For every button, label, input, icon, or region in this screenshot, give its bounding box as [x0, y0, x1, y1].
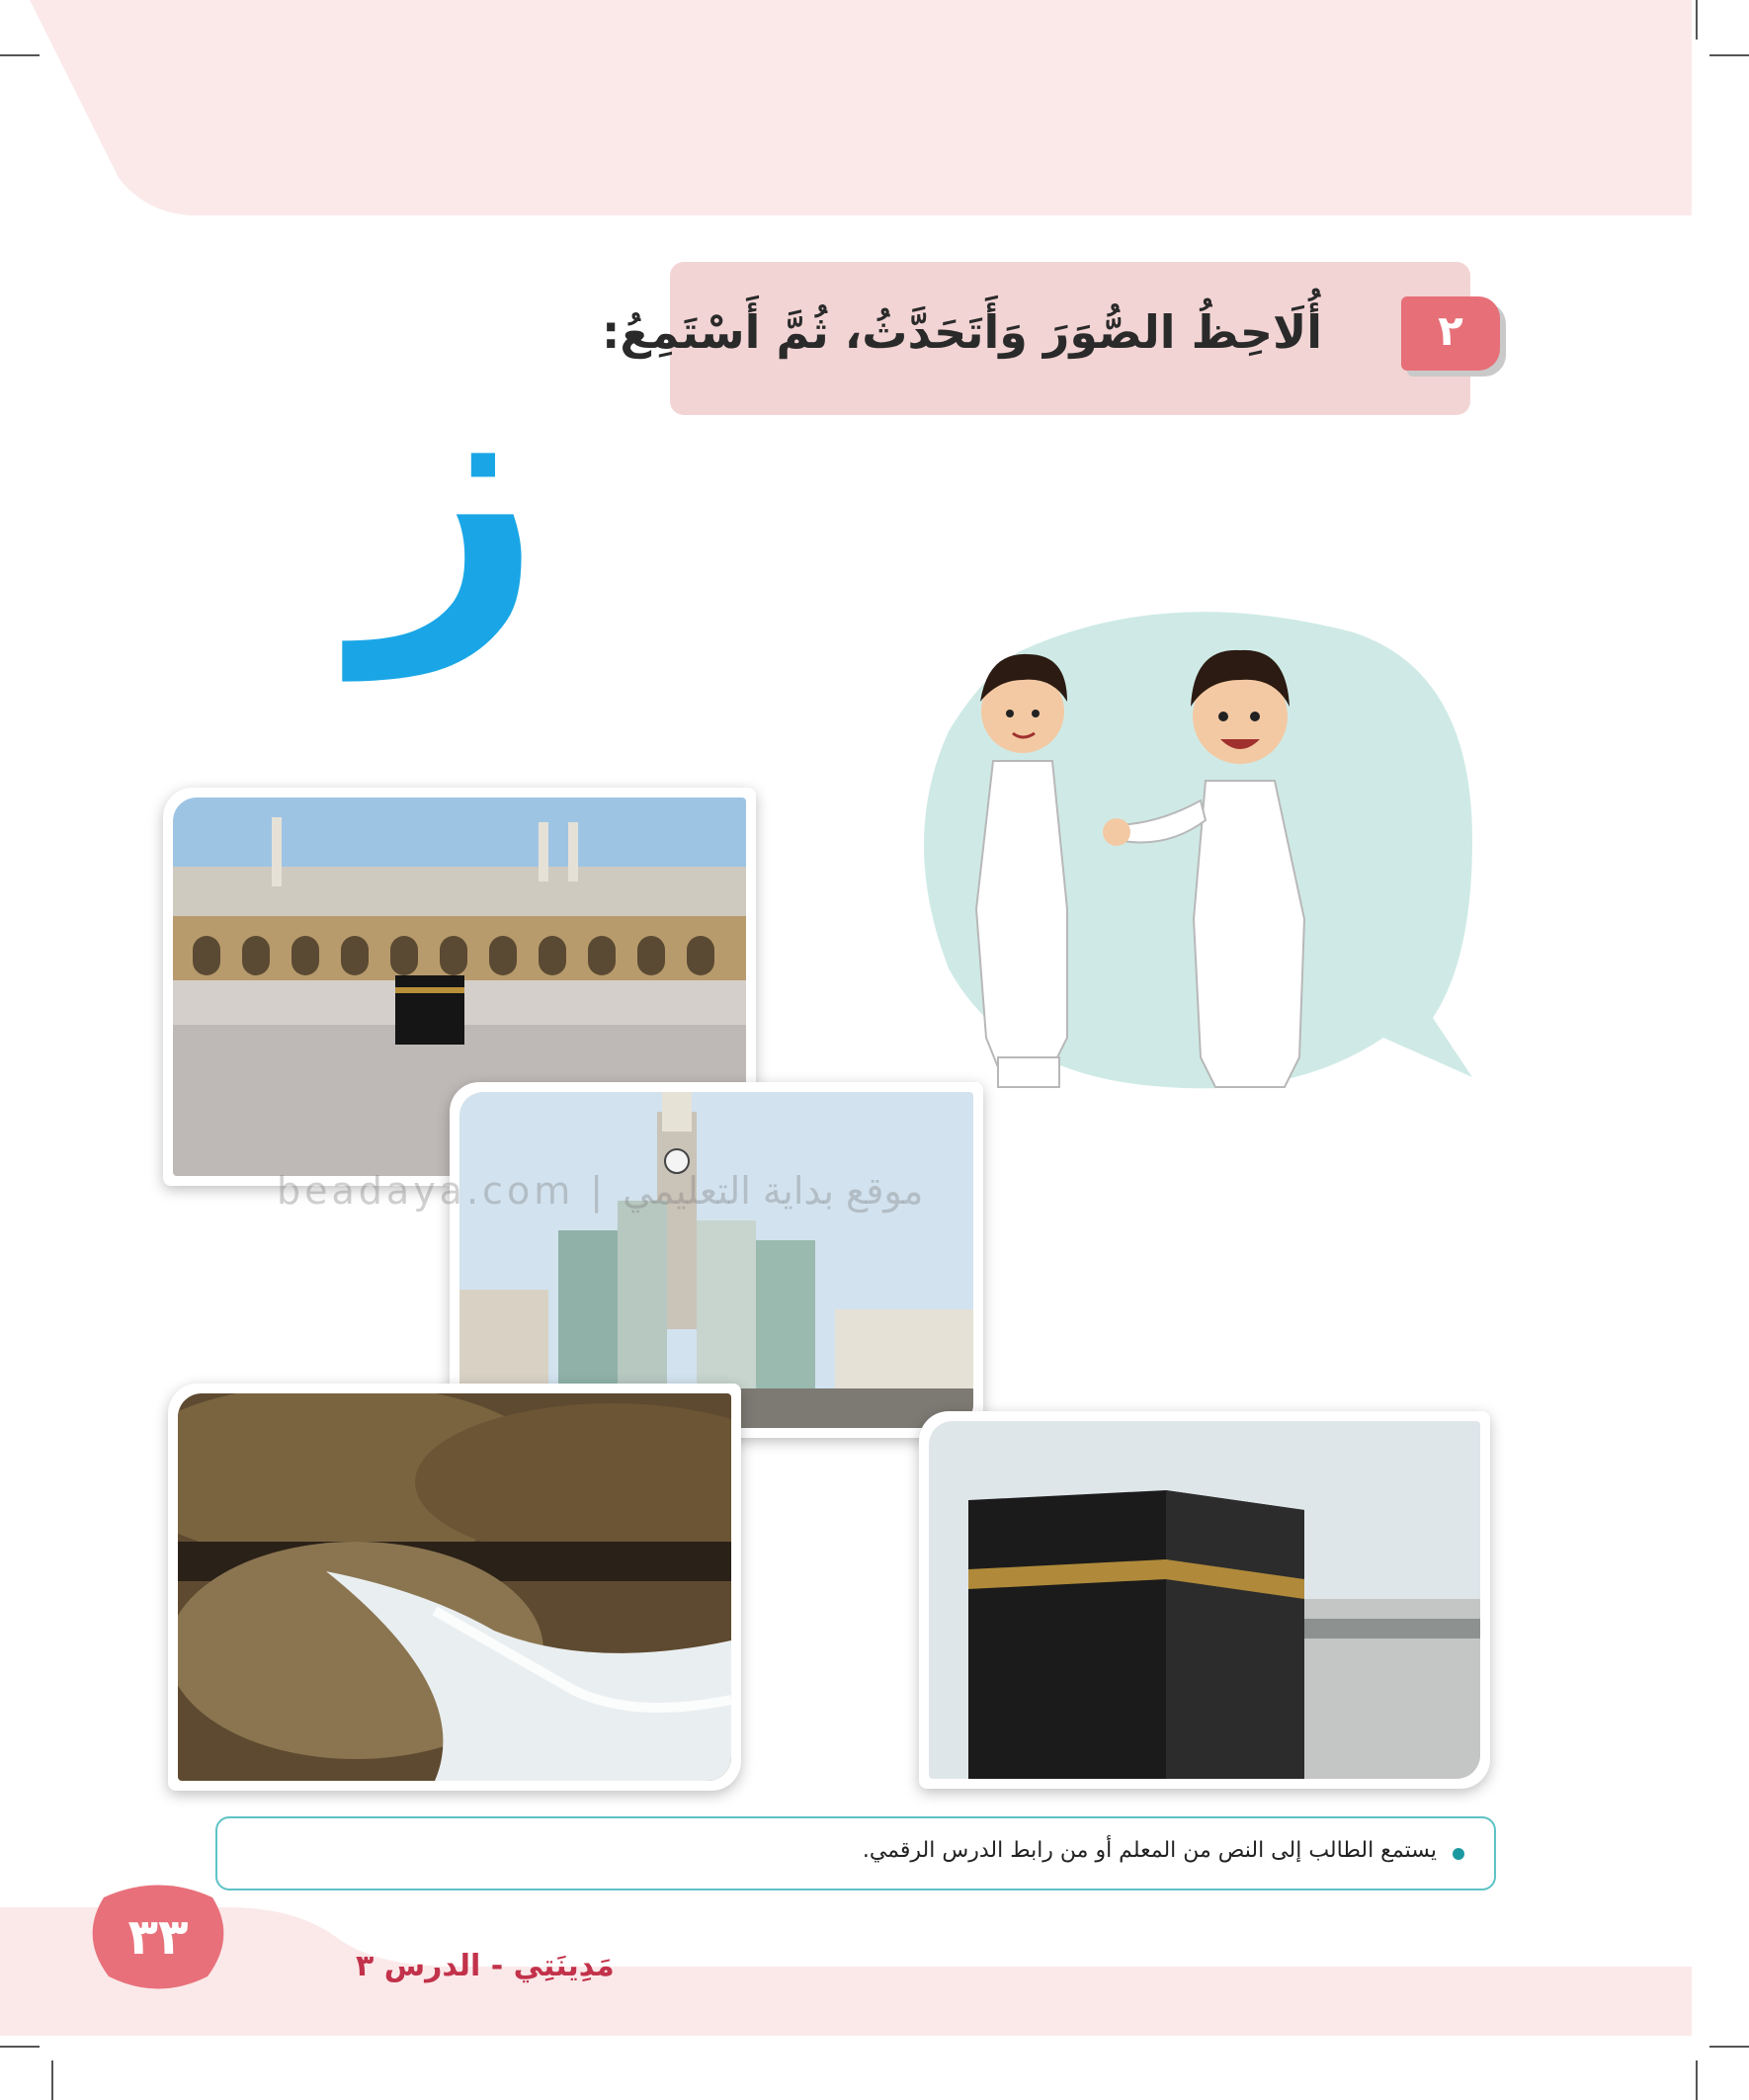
step-number-badge: [1401, 296, 1500, 371]
photo-zamzam-water: [168, 1384, 741, 1791]
instruction-banner: [601, 262, 1470, 415]
note-box: [215, 1816, 1496, 1890]
lesson-title: مَدِينَتِي - الدرس ٣: [356, 1949, 615, 1983]
watermark-text: beadaya.com | موقع بداية التعليمي: [277, 1169, 924, 1213]
instruction-text: أُلَاحِظُ الصُّوَرَ وَأَتَحَدَّثُ، ثُمَّ أَسْتَمِعُ:: [601, 305, 1322, 359]
bullet-icon: [1453, 1848, 1464, 1860]
note-text: يستمع الطالب إلى النص من المعلم أو من رابط الدرس الرقمي.: [862, 1838, 1437, 1863]
photo-kaaba: [919, 1411, 1490, 1789]
footer-band: [0, 1907, 1749, 2100]
letter-zay: ز: [356, 299, 543, 679]
page-number: ٣٣: [127, 1908, 189, 1966]
boys-speech-bubble-illustration: [919, 593, 1492, 1146]
header-band: [0, 0, 1749, 217]
step-number: ٢: [1438, 306, 1463, 355]
